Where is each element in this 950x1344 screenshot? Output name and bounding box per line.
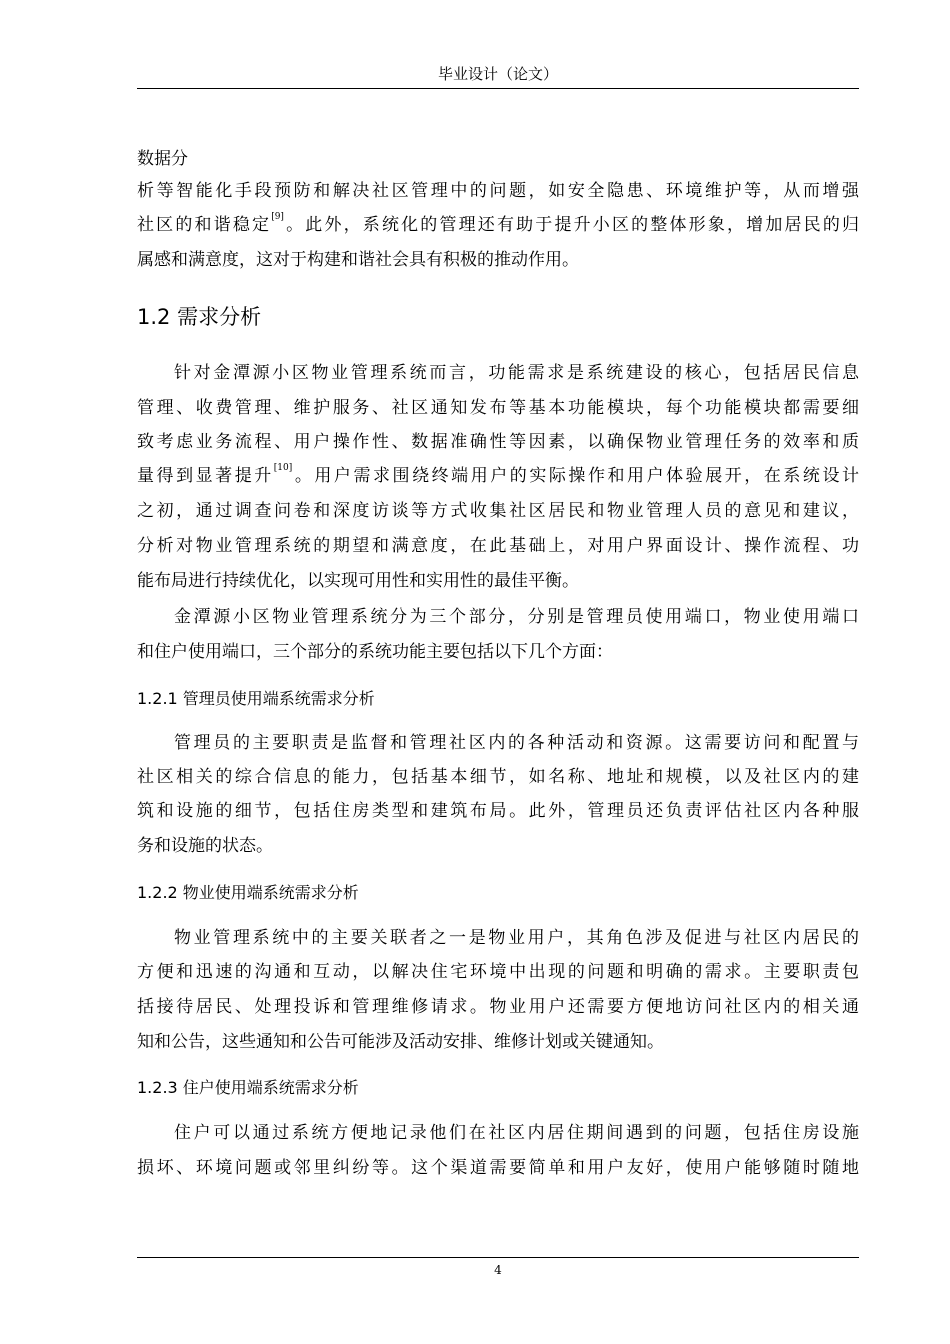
s122-line-3: 括接待居民、处理投诉和管理维修请求。物业用户还需要方便地访问社区内的相关通 — [137, 997, 859, 1017]
s12-p1-line-2: 管理、收费管理、维护服务、社区通知发布等基本功能模块，每个功能模块都需要细 — [137, 398, 859, 418]
s12-p1-line-6: 分析对物业管理系统的期望和满意度，在此基础上，对用户界面设计、操作流程、功 — [137, 536, 859, 556]
section-heading-1-2-2: 1.2.2 物业使用端系统需求分析 — [137, 883, 359, 902]
s12-p1-line-4-text: 量得到显著提升 — [137, 466, 274, 486]
header-rule — [137, 88, 859, 89]
s122-line-4: 知和公告，这些通知和公告可能涉及活动安排、维修计划或关键通知。 — [137, 1032, 664, 1052]
s12-p1-line-4 — [137, 460, 859, 492]
s12-p1-line-4-text-cont: 。用户需求围绕终端用户的实际操作和用户体验展开，在系统设计 — [292, 466, 860, 486]
s12-p2-line-2: 和住户使用端口，三个部分的系统功能主要包括以下几个方面： — [137, 642, 613, 662]
s123-line-1: 住户可以通过系统方便地记录他们在社区内居住期间遇到的问题，包括住房设施 — [174, 1123, 859, 1143]
s123-line-2: 损坏、环境问题或邻里纠纷等。这个渠道需要简单和用户友好，使用户能够随时随地 — [137, 1158, 859, 1178]
intro-line-3-text-cont: 。此外，系统化的管理还有助于提升小区的整体形象，增加居民的归 — [283, 215, 860, 235]
citation-9: [9] — [271, 212, 284, 222]
s12-p1-line-7: 能布局进行持续优化，以实现可用性和实用性的最佳平衡。 — [137, 571, 579, 591]
intro-line-3-text: 社区的和谐稳定 — [137, 215, 272, 235]
s122-line-2: 方便和迅速的沟通和互动，以解决住宅环境中出现的问题和明确的需求。主要职责包 — [137, 962, 859, 982]
footer-rule — [137, 1257, 859, 1258]
section-heading-1-2-1: 1.2.1 管理员使用端系统需求分析 — [137, 689, 375, 708]
s122-line-1: 物业管理系统中的主要关联者之一是物业用户，其角色涉及促进与社区内居民的 — [174, 928, 859, 948]
intro-line-1: 数据分 — [137, 149, 188, 169]
s121-line-4: 务和设施的状态。 — [137, 836, 273, 856]
section-heading-1-2: 1.2 需求分析 — [137, 305, 262, 329]
page-header-title: 毕业设计（论文） — [437, 65, 558, 83]
intro-line-3 — [137, 209, 859, 241]
s121-line-3: 筑和设施的细节，包括住房类型和建筑布局。此外，管理员还负责评估社区内各种服 — [137, 801, 859, 821]
s12-p1-line-5: 之初，通过调查问卷和深度访谈等方式收集社区居民和物业管理人员的意见和建议， — [137, 501, 859, 521]
section-heading-1-2-3: 1.2.3 住户使用端系统需求分析 — [137, 1078, 359, 1097]
intro-line-2: 析等智能化手段预防和解决社区管理中的问题，如安全隐患、环境维护等，从而增强 — [137, 181, 859, 201]
s12-p2-line-1: 金潭源小区物业管理系统分为三个部分，分别是管理员使用端口，物业使用端口 — [174, 607, 859, 627]
s12-p1-line-1: 针对金潭源小区物业管理系统而言，功能需求是系统建设的核心，包括居民信息 — [174, 363, 859, 383]
intro-line-4: 属感和满意度，这对于构建和谐社会具有积极的推动作用。 — [137, 250, 579, 270]
page-number: 4 — [494, 1263, 502, 1277]
s121-line-1: 管理员的主要职责是监督和管理社区内的各种活动和资源。这需要访问和配置与 — [174, 733, 859, 753]
s121-line-2: 社区相关的综合信息的能力，包括基本细节，如名称、地址和规模，以及社区内的建 — [137, 767, 859, 787]
citation-10: [10] — [273, 463, 293, 473]
s12-p1-line-3: 致考虑业务流程、用户操作性、数据准确性等因素，以确保物业管理任务的效率和质 — [137, 432, 859, 452]
